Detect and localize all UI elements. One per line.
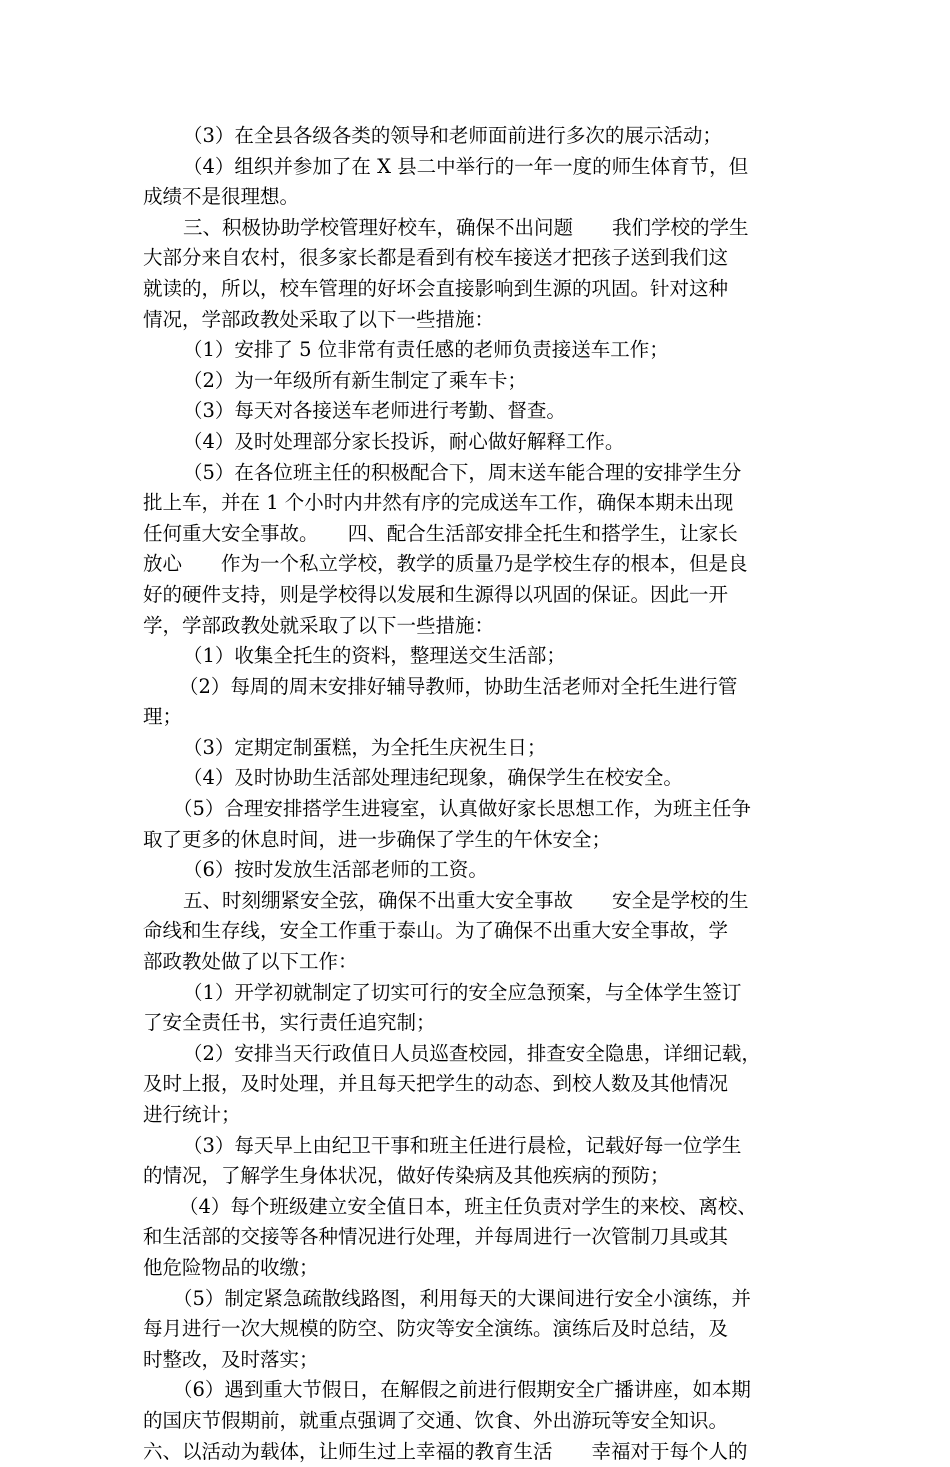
text-line: 部政教处做了以下工作： [143,950,358,974]
text-line: 大部分来自农村，很多家长都是看到有校车接送才把孩子送到我们这 [143,246,729,270]
text-line: 好的硬件支持，则是学校得以发展和生源得以巩固的保证。因此一开 [143,582,729,606]
section-heading-line: 五、时刻绷紧安全弦，确保不出重大安全事故 安全是学校的生 [183,888,749,912]
text-line: （3）定期定制蛋糕，为全托生庆祝生日； [183,735,547,759]
text-line: 取了更多的休息时间，进一步确保了学生的午休安全； [143,827,612,851]
text-line: 任何重大安全事故。 四、配合生活部安排全托生和搭学生，让家长 [143,521,738,545]
text-line: 学，学部政教处就采取了以下一些措施： [143,613,495,637]
text-line: （5）合理安排搭学生进寝室，认真做好家长思想工作，为班主任争 [173,797,751,821]
text-line: （2）每周的周末安排好辅导教师，协助生活老师对全托生进行管 [179,674,738,698]
text-line: （5）制定紧急疏散线路图，利用每天的大课间进行安全小演练，并 [173,1286,751,1310]
section-heading-line: 三、积极协助学校管理好校车，确保不出问题 我们学校的学生 [183,215,749,239]
text-line: （4）及时协助生活部处理违纪现象，确保学生在校安全。 [183,766,683,790]
text-line: 命线和生存线，安全工作重于泰山。为了确保不出重大安全事故，学 [143,919,729,943]
text-line: （2）安排当天行政值日人员巡查校园，排查安全隐患，详细记载， [183,1041,761,1065]
text-line: （3）每天对各接送车老师进行考勤、督查。 [183,399,566,423]
text-line: 批上车，并在 1 个小时内井然有序的完成送车工作，确保本期未出现 [143,491,734,515]
text-line: 和生活部的交接等各种情况进行处理，并每周进行一次管制刀具或其 [143,1225,729,1249]
text-line: （1）安排了 5 位非常有责任感的老师负责接送车工作； [183,338,669,362]
text-line: 时整改，及时落实； [143,1347,319,1371]
text-line: （5）在各位班主任的积极配合下，周末送车能合理的安排学生分 [183,460,742,484]
section-heading-line: 六、以活动为载体，让师生过上幸福的教育生活 幸福对于每个人的 [143,1439,748,1463]
text-line: 放心 作为一个私立学校，教学的质量乃是学校生存的根本，但是良 [143,552,748,576]
text-line: 的情况，了解学生身体状况，做好传染病及其他疾病的预防； [143,1164,670,1188]
text-line: （3）在全县各级各类的领导和老师面前进行多次的展示活动； [183,124,722,147]
text-line: （4）每个班级建立安全值日本，班主任负责对学生的来校、离校、 [179,1194,757,1218]
document-body [143,121,811,1467]
text-line: 及时上报，及时处理，并且每天把学生的动态、到校人数及其他情况 [143,1072,729,1096]
text-line: 进行统计； [143,1103,241,1126]
text-line: （2）为一年级所有新生制定了乘车卡； [183,368,527,392]
text-line: （1）开学初就制定了切实可行的安全应急预案，与全体学生签订 [183,980,742,1004]
text-line: 的国庆节假期前，就重点强调了交通、饮食、外出游玩等安全知识。 [143,1408,729,1432]
text-line: 成绩不是很理想。 [143,185,300,209]
text-line: 了安全责任书，实行责任追究制； [143,1011,436,1035]
text-line: 他危险物品的收缴； [143,1255,319,1279]
text-line: （3）每天早上由纪卫干事和班主任进行晨检，记载好每一位学生 [183,1133,742,1157]
text-line: （6）遇到重大节假日，在解假之前进行假期安全广播讲座，如本期 [173,1378,751,1402]
text-line: 理； [143,705,183,729]
text-line: 就读的，所以，校车管理的好坏会直接影响到生源的巩固。针对这种 [143,276,729,300]
text-line: （6）按时发放生活部老师的工资。 [183,858,488,882]
text-line: 情况，学部政教处采取了以下一些措施： [143,307,495,331]
text-line: （4）及时处理部分家长投诉，耐心做好解释工作。 [183,429,625,453]
text-line: （1）收集全托生的资料，整理送交生活部； [183,644,566,668]
text-line: （4）组织并参加了在 X 县二中举行的一年一度的师生体育节，但 [183,154,749,178]
text-line: 每月进行一次大规模的防空、防灾等安全演练。演练后及时总结，及 [143,1317,729,1341]
